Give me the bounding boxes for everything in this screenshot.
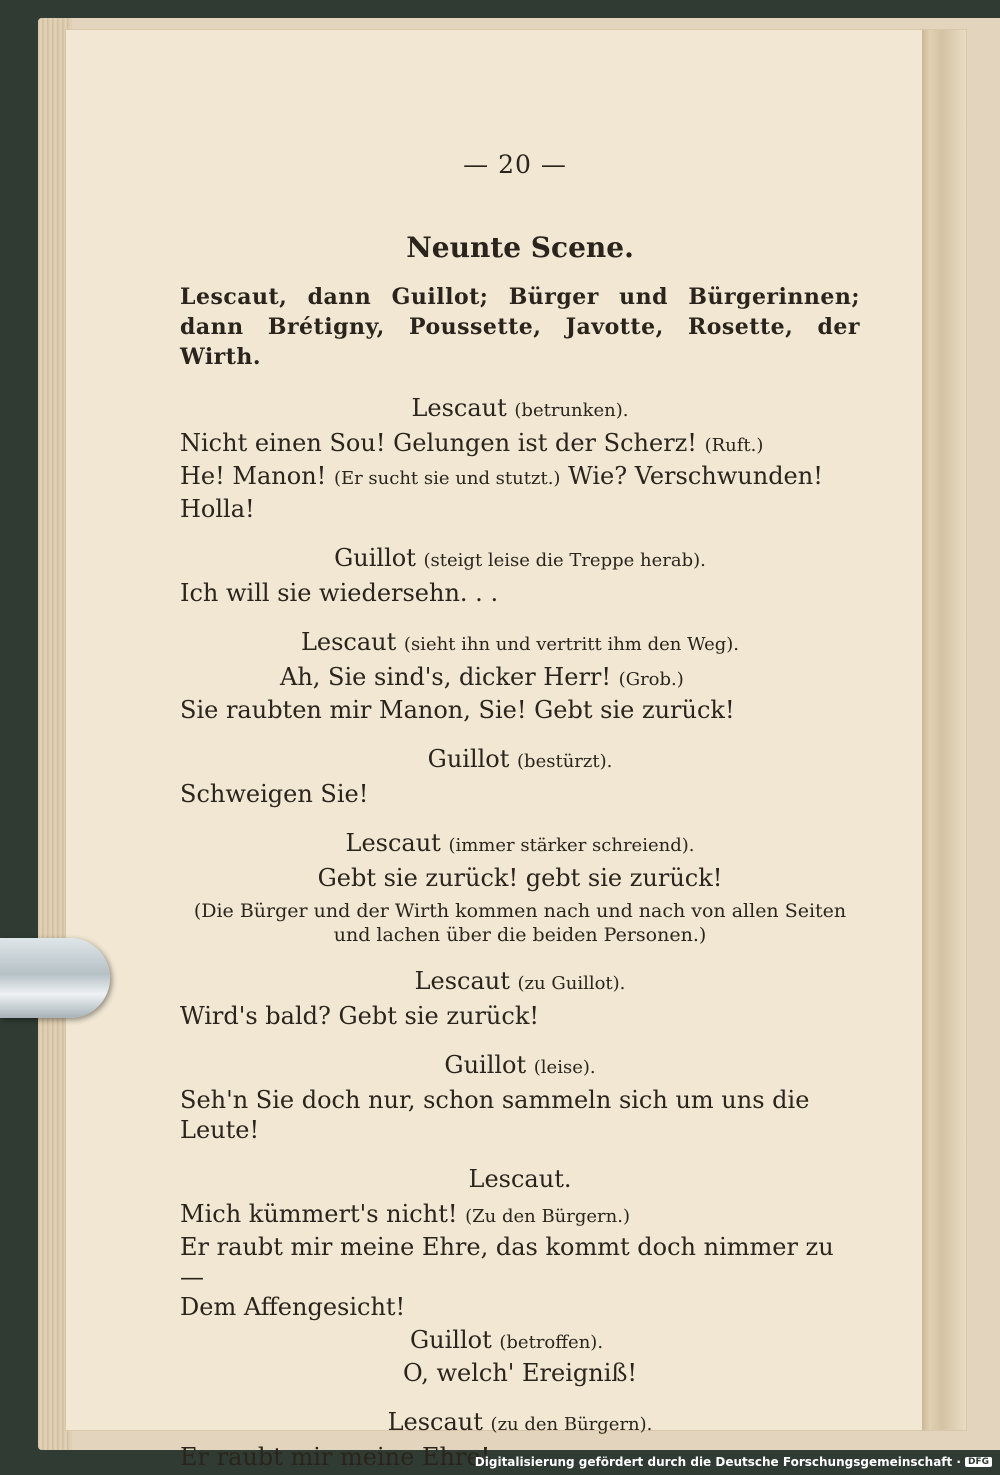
dialogue-line: Wird's bald? Gebt sie zurück! [180,1002,540,1030]
stage-direction: (zu Guillot). [517,973,626,994]
stage-direction-block: (Die Bürger und der Wirth kommen nach und nach von allen Seiten und lachen über die beiden Personen.) [193,900,847,946]
book-clip [0,938,110,1018]
speaker-lescaut: Lescaut (zu den Bürgern). [387,1408,653,1436]
gutter [922,30,966,1430]
dialogue-line: Schweigen Sie! [180,780,369,808]
stage-direction: (leise). [533,1057,596,1078]
digitization-credit: Digitalisierung gefördert durch die Deutsche Forschungsgemeinschaft · DFG [475,1455,992,1469]
cast-list: Lescaut, dann Guillot; Bürger und Bürgerinnen; dann Brétigny, Poussette, Javotte, Rosette, der Wirth. [180,284,860,370]
dialogue-line: Mich kümmert's nicht! (Zu den Bürgern.) [180,1200,630,1228]
speaker-guillot: Guillot (steigt leise die Treppe herab). [334,544,706,572]
dialogue-line: Gebt sie zurück! gebt sie zurück! [317,864,723,892]
dialogue-line: Er raubt mir meine Ehre, das kommt doch nimmer zu — [180,1233,834,1291]
dialogue-line: Nicht einen Sou! Gelungen ist der Scherz! (Ruft.) [180,429,764,457]
dialogue-line: Dem Affengesicht! [180,1293,406,1321]
scene-title: Neunte Scene. [406,231,634,264]
speaker-lescaut: Lescaut (betrunken). [411,394,629,422]
stage-direction: (zu den Bürgern). [490,1414,653,1435]
stage-direction: (betrunken). [514,400,629,421]
dialogue-line: Seh'n Sie doch nur, schon sammeln sich um uns die Leute! [180,1086,810,1144]
stage-direction: (steigt leise die Treppe herab). [423,550,706,571]
speaker-lescaut: Lescaut (zu Guillot). [414,967,626,995]
speaker-guillot: Guillot (bestürzt). [427,745,613,773]
speaker-lescaut: Lescaut. [468,1165,572,1193]
speaker-guillot: Guillot (betroffen). [410,1326,604,1354]
page-content [180,150,860,1472]
dialogue-line: Er raubt mir meine Ehre! [180,1443,491,1471]
stage-direction: (bestürzt). [517,751,613,772]
stage-direction: (betroffen). [499,1332,604,1353]
page-number: — 20 — [463,150,567,179]
stage-direction: (sieht ihn und vertritt ihm den Weg). [403,634,740,655]
speaker-guillot: Guillot (leise). [444,1051,596,1079]
speaker-lescaut: Lescaut (sieht ihn und vertritt ihm den Weg). [300,628,740,656]
dialogue-line: O, welch' Ereigniß! [402,1359,638,1387]
dialogue-line: Ich will sie wiedersehn. . . [180,579,499,607]
speaker-lescaut: Lescaut (immer stärker schreiend). [345,829,695,857]
dfg-logo: DFG [965,1457,992,1467]
dialogue-line: Ah, Sie sind's, dicker Herr! (Grob.) [280,663,684,691]
dialogue-line: He! Manon! (Er sucht sie und stutzt.) Wie? Verschwunden! Holla! [180,462,823,523]
stage-direction: (immer stärker schreiend). [448,835,695,856]
dialogue-line: Sie raubten mir Manon, Sie! Gebt sie zurück! [180,696,735,724]
